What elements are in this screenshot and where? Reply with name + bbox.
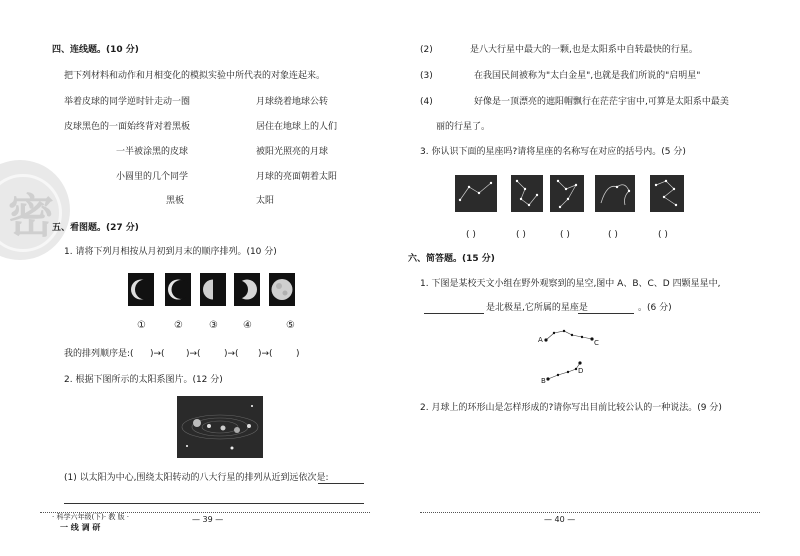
match-right-item[interactable]: 被阳光照亮的月球 bbox=[256, 147, 329, 157]
star-chart bbox=[536, 327, 606, 387]
constellation-answer[interactable]: ( ) bbox=[466, 230, 476, 240]
moon-phase-image bbox=[200, 273, 226, 306]
planet-blank-question: 是八大行星中最大的一颗,也是太阳系中自转最快的行星。 bbox=[470, 45, 698, 55]
watermark-stamp bbox=[0, 160, 70, 260]
planet-blank-question: 在我国民间被称为"太白金星",也就是我们所说的"启明星" bbox=[474, 71, 701, 81]
footer-rule bbox=[420, 512, 760, 513]
match-right-item[interactable]: 居住在地球上的人们 bbox=[256, 122, 338, 132]
constellation-question: 3. 你认识下面的星座吗?请将星座的名称写在对应的括号内。(5 分) bbox=[420, 147, 686, 157]
constellation-answer[interactable]: ( ) bbox=[608, 230, 618, 240]
section6-title: 六、简答题。(15 分) bbox=[408, 254, 495, 264]
starfield-question: 1. 下图是某校天文小组在野外观察到的星空,图中 A、B、C、D 四颗星星中, bbox=[420, 279, 721, 289]
answer-line[interactable] bbox=[318, 483, 364, 484]
star-label-d: D bbox=[578, 367, 584, 375]
match-right-item[interactable]: 太阳 bbox=[256, 196, 275, 206]
match-left-item[interactable]: 举着皮球的同学逆时针走动一圈 bbox=[64, 97, 191, 107]
moon-phase-image bbox=[128, 273, 154, 306]
answer-line[interactable] bbox=[578, 313, 634, 314]
book-title: · 科学六年级(下)· 教 版 · bbox=[52, 513, 130, 521]
book-series: 一 线 调 研 bbox=[60, 523, 101, 532]
star-label-b: B bbox=[541, 377, 546, 385]
moon-phase-image bbox=[269, 273, 295, 306]
match-left-item[interactable]: 小圆里的几个同学 bbox=[116, 172, 189, 182]
match-right-item[interactable]: 月球的亮面朝着太阳 bbox=[256, 172, 338, 182]
constellation-image bbox=[455, 175, 497, 212]
constellation-image bbox=[650, 175, 684, 212]
moon-label: ① bbox=[137, 320, 146, 331]
constellation-image bbox=[511, 175, 543, 212]
solar-question: 2. 根据下图所示的太阳系图片。(12 分) bbox=[64, 375, 223, 385]
section4-instruction: 把下列材料和动作和月相变化的模拟实验中所代表的对象连起来。 bbox=[64, 71, 326, 81]
planet-blank-question: 好像是一顶漂亮的遮阳帽飘行在茫茫宇宙中,可算是太阳系中最美 bbox=[474, 97, 729, 107]
moon-question: 1. 请将下列月相按从月初到月末的顺序排列。(10 分) bbox=[64, 247, 277, 257]
order-arrow[interactable]: )→( bbox=[224, 349, 239, 359]
order-prompt: 我的排列顺序是:( bbox=[64, 349, 134, 359]
star-label-c: C bbox=[594, 339, 599, 347]
starfield-question-cont: 是北极星,它所属的星座是 bbox=[486, 303, 588, 313]
moon-label: ② bbox=[174, 320, 183, 331]
crater-question: 2. 月球上的环形山是怎样形成的?请你写出目前比较公认的一种说法。(9 分) bbox=[420, 403, 722, 413]
answer-line[interactable] bbox=[424, 313, 484, 314]
constellation-image bbox=[595, 175, 635, 212]
moon-label: ④ bbox=[243, 320, 252, 331]
match-left-item[interactable]: 皮球黑色的一面始终背对着黑板 bbox=[64, 122, 191, 132]
match-left-item[interactable]: 黑板 bbox=[166, 196, 185, 206]
question-number: (3) bbox=[420, 71, 433, 81]
moon-phase-image bbox=[165, 273, 191, 306]
solar-system-image bbox=[177, 396, 263, 458]
planet-blank-question-cont: 丽的行星了。 bbox=[436, 122, 491, 132]
order-arrow[interactable]: )→( bbox=[150, 349, 165, 359]
section5-title: 五、看图题。(27 分) bbox=[52, 223, 139, 233]
star-label-a: A bbox=[538, 336, 543, 344]
constellation-answer[interactable]: ( ) bbox=[658, 230, 668, 240]
order-arrow[interactable]: )→( bbox=[258, 349, 273, 359]
moon-label: ③ bbox=[209, 320, 218, 331]
stamp-glyph: 密 bbox=[8, 189, 54, 243]
moon-label: ⑤ bbox=[286, 320, 295, 331]
page-number: — 39 — bbox=[192, 515, 224, 524]
match-left-item[interactable]: 一半被涂黑的皮球 bbox=[116, 147, 189, 157]
moon-phase-image bbox=[234, 273, 260, 306]
starfield-points: 。(6 分) bbox=[638, 303, 672, 313]
right-page bbox=[400, 0, 800, 556]
match-right-item[interactable]: 月球绕着地球公转 bbox=[256, 97, 329, 107]
constellation-answer[interactable]: ( ) bbox=[560, 230, 570, 240]
constellation-answer[interactable]: ( ) bbox=[516, 230, 526, 240]
answer-line[interactable] bbox=[64, 503, 364, 504]
question-number: (4) bbox=[420, 97, 433, 107]
order-arrow[interactable]: ) bbox=[296, 349, 300, 359]
order-arrow[interactable]: )→( bbox=[186, 349, 201, 359]
planet-order-question: (1) 以太阳为中心,围绕太阳转动的八大行星的排列从近到远依次是: bbox=[64, 473, 329, 483]
constellation-image bbox=[550, 175, 584, 212]
section4-title: 四、连线题。(10 分) bbox=[52, 45, 139, 55]
page-number: — 40 — bbox=[544, 515, 576, 524]
question-number: (2) bbox=[420, 45, 433, 55]
